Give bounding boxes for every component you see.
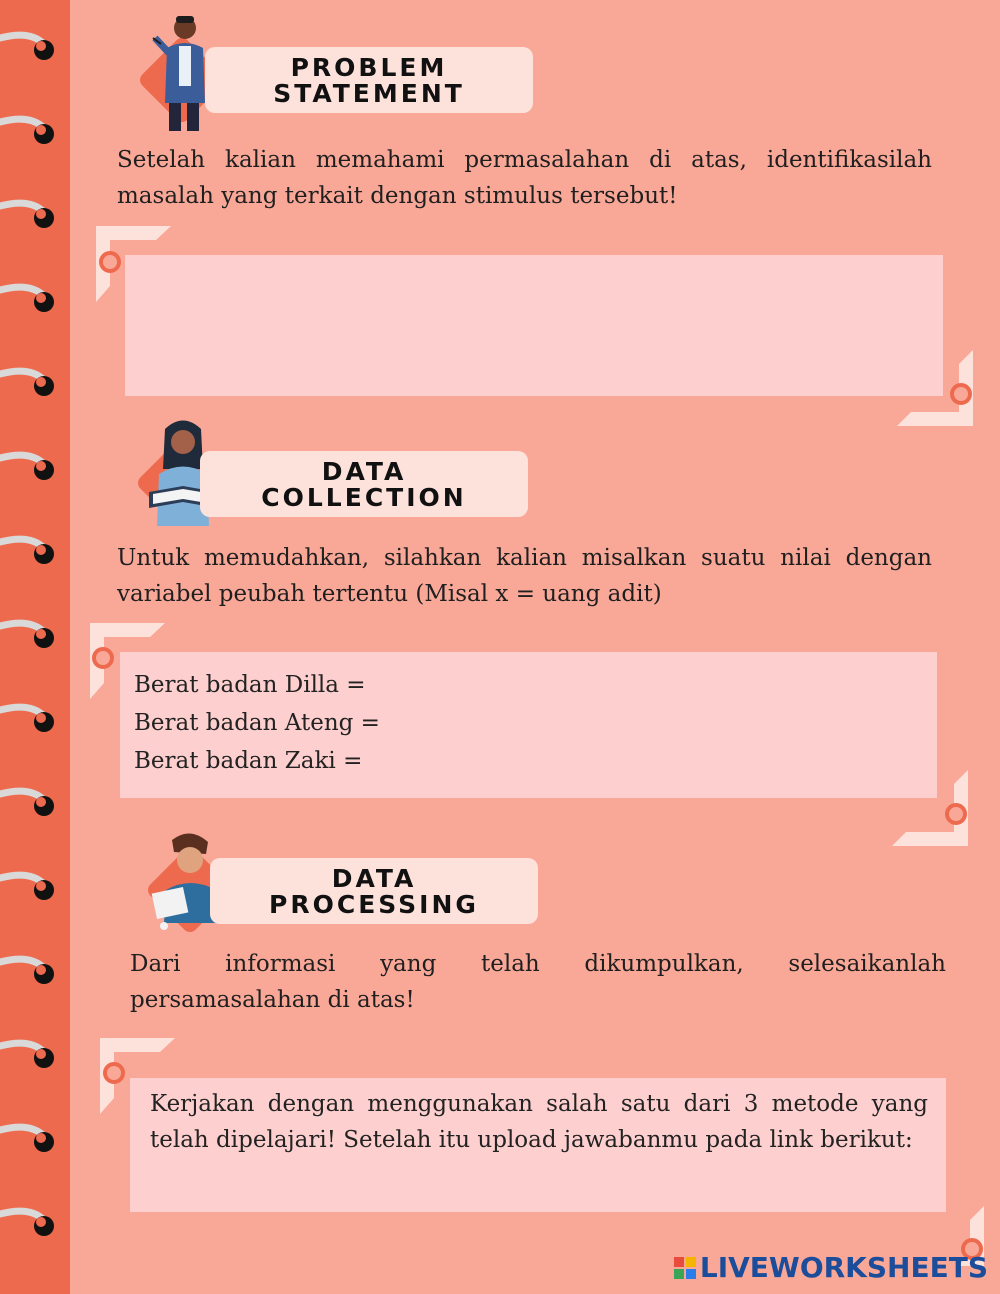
problem-statement-badge — [205, 47, 533, 113]
corner-ring-icon — [92, 647, 114, 669]
corner-ring-icon — [103, 1062, 125, 1084]
spiral-ring — [0, 954, 60, 994]
weight-ateng-label: Berat badan Ateng = — [134, 710, 380, 736]
spiral-ring — [0, 1122, 60, 1162]
spiral-ring — [0, 366, 60, 406]
spiral-ring — [0, 618, 60, 658]
badge-line2: COLLECTION — [261, 483, 467, 512]
logo-text: LIVEWORKSHEETS — [699, 1251, 988, 1284]
problem-instruction: Setelah kalian memahami permasalahan di atas, identifikasilah masalah yang terkait dengan stimulus tersebut! — [117, 147, 932, 209]
spiral-ring — [0, 1038, 60, 1078]
processing-instruction: Dari informasi yang telah dikumpulkan, selesaikanlah persamasalahan di atas! — [130, 951, 946, 1013]
spiral-ring — [0, 870, 60, 910]
badge-line2: STATEMENT — [273, 79, 465, 108]
corner-ring-icon — [950, 383, 972, 405]
spiral-ring — [0, 282, 60, 322]
data-collection-badge — [200, 451, 528, 517]
spiral-ring — [0, 30, 60, 70]
spiral-ring — [0, 198, 60, 238]
corner-ring-icon — [945, 803, 967, 825]
badge-line2: PROCESSING — [269, 890, 479, 919]
problem-answer-box[interactable] — [125, 255, 943, 396]
collection-answer-box[interactable] — [120, 652, 937, 798]
spiral-ring — [0, 114, 60, 154]
spiral-ring — [0, 786, 60, 826]
processing-answer-box[interactable] — [130, 1078, 946, 1212]
collection-instruction: Untuk memudahkan, silahkan kalian misalkan suatu nilai dengan variabel peubah tertentu (Misal x = uang adit) — [117, 545, 932, 607]
weight-zaki-label: Berat badan Zaki = — [134, 748, 363, 774]
badge-line1: PROBLEM — [290, 53, 448, 82]
spiral-ring — [0, 450, 60, 490]
spiral-ring — [0, 1206, 60, 1246]
data-processing-badge — [210, 858, 538, 924]
processing-box-text: Kerjakan dengan menggunakan salah satu dari 3 metode yang telah dipelajari! Setelah itu upload jawabanmu pada link berikut: — [150, 1091, 928, 1153]
spiral-ring — [0, 702, 60, 742]
liveworksheets-logo[interactable] — [674, 1251, 988, 1284]
spiral-ring — [0, 534, 60, 574]
badge-line1: DATA — [321, 457, 407, 486]
logo-grid-icon — [674, 1257, 696, 1279]
corner-ring-icon — [99, 251, 121, 273]
weight-dilla-label: Berat badan Dilla = — [134, 672, 366, 698]
badge-line1: DATA — [331, 864, 417, 893]
